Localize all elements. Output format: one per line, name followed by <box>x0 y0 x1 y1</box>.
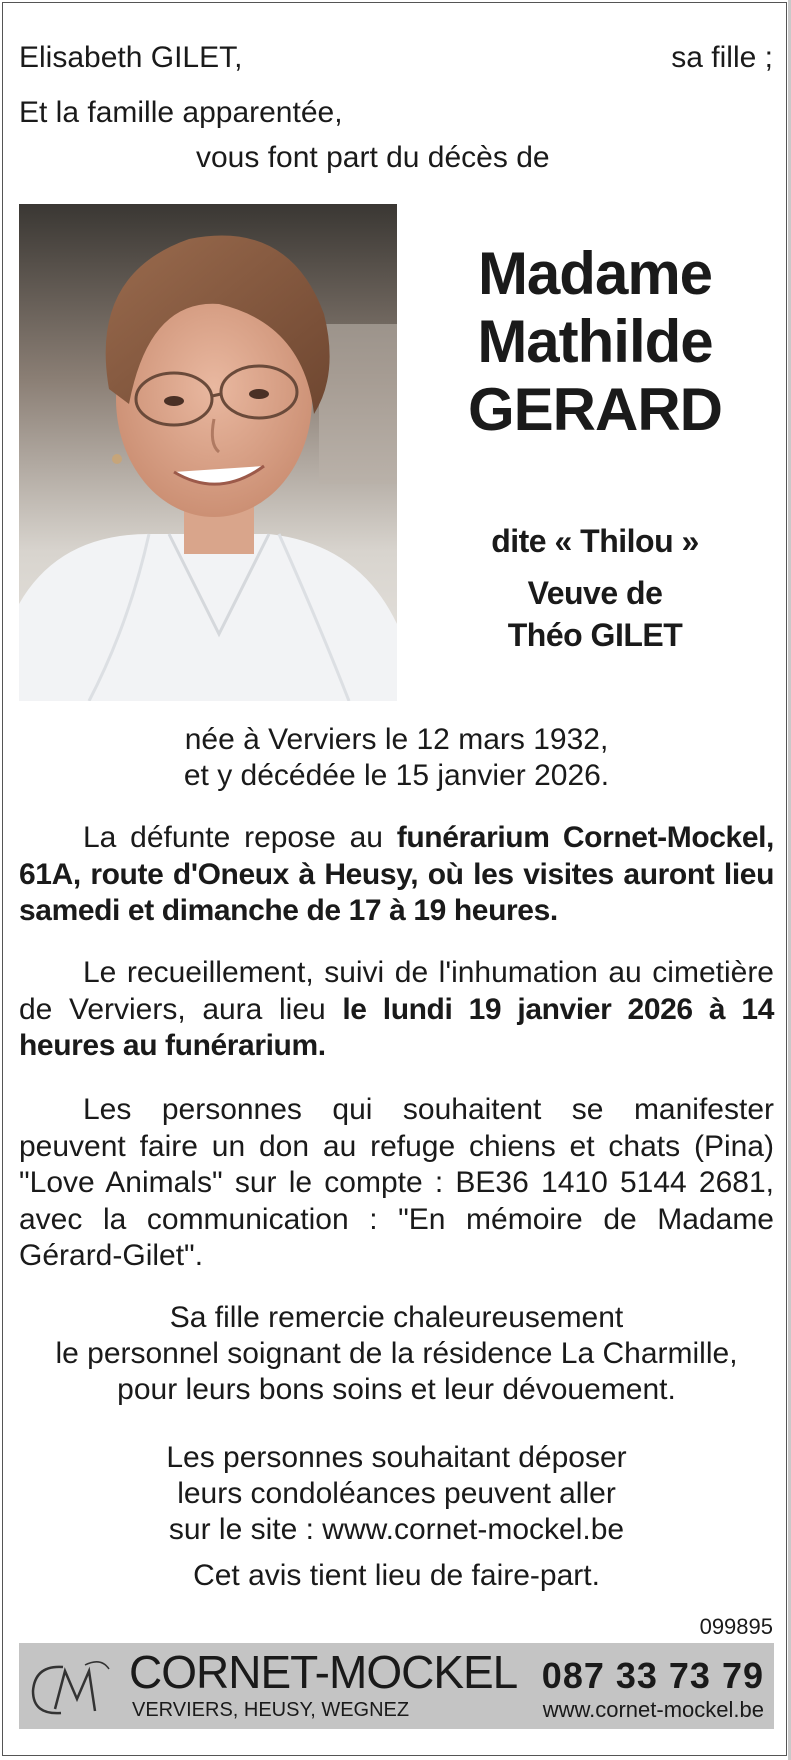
funeral-home-banner <box>19 1643 774 1729</box>
header-relation: sa fille ; <box>671 41 773 74</box>
repose-text: La défunte repose au <box>83 821 397 854</box>
funeral-home-locations: VERVIERS, HEUSY, WEGNEZ <box>132 1699 410 1721</box>
funeral-home-name: CORNET-MOCKEL <box>129 1646 518 1698</box>
header-announcement: vous font part du décès de <box>196 141 550 174</box>
ceremony-text: Le recueillement, suivi de l'inhumation au cimetière de Verviers, aura lieu <box>19 956 774 1026</box>
cornet-mockel-logo-icon <box>25 1651 115 1723</box>
deceased-last-name: GERARD <box>467 376 722 443</box>
repose-location: funérarium Cornet-Mockel, 61A, route d'Oneux à Heusy, où les visites auront lieu samedi et dimanche de 17 à 19 heures. <box>19 821 774 927</box>
thanks-line-3: pour leurs bons soins et leur dévouement. <box>117 1373 676 1406</box>
condolences-line-2: leurs condoléances peuvent aller <box>177 1477 616 1510</box>
donation-paragraph <box>19 1092 774 1275</box>
birth-date: née à Verviers le 12 mars 1932, <box>184 723 609 756</box>
funeral-home-phone: 087 33 73 79 <box>541 1655 764 1696</box>
deceased-title: Madame <box>477 240 713 307</box>
donation-text: Les personnes qui souhaitent se manifester peuvent faire un don au refuge chiens et chats (Pina) "Love Animals" sur le compte : BE36 1410 5144 2681, avec la communication : "En mémoire de Madame Gérard-Gilet". <box>19 1093 774 1272</box>
deceased-nickname: dite « Thilou » <box>491 523 699 559</box>
ceremony-datetime: le lundi 19 janvier 2026 à 14 heures au funérarium. <box>19 992 774 1062</box>
faire-part-note: Cet avis tient lieu de faire-part. <box>193 1559 600 1592</box>
death-date: et y décédée le 15 janvier 2026. <box>183 759 610 792</box>
header-family: Et la famille apparentée, <box>19 96 343 129</box>
condolences-line-3: sur le site : www.cornet-mockel.be <box>168 1513 625 1546</box>
reference-number: 099895 <box>699 1614 773 1639</box>
ceremony-paragraph <box>19 955 774 1065</box>
deceased-first-name: Mathilde <box>477 308 713 375</box>
thanks-line-2: le personnel soignant de la résidence La Charmille, <box>55 1337 738 1370</box>
funeral-home-website: www.cornet-mockel.be <box>542 1697 764 1722</box>
spouse-name: Théo GILET <box>507 617 683 653</box>
deceased-name-block <box>430 240 760 444</box>
header-daughter-name: Elisabeth GILET, <box>19 41 243 74</box>
portrait-photo <box>19 204 397 701</box>
repose-paragraph <box>19 820 774 930</box>
condolences-line-1: Les personnes souhaitant déposer <box>166 1441 627 1474</box>
deceased-details <box>430 520 760 656</box>
thanks-line-1: Sa fille remercie chaleureusement <box>169 1301 624 1334</box>
widow-of-label: Veuve de <box>527 575 663 611</box>
